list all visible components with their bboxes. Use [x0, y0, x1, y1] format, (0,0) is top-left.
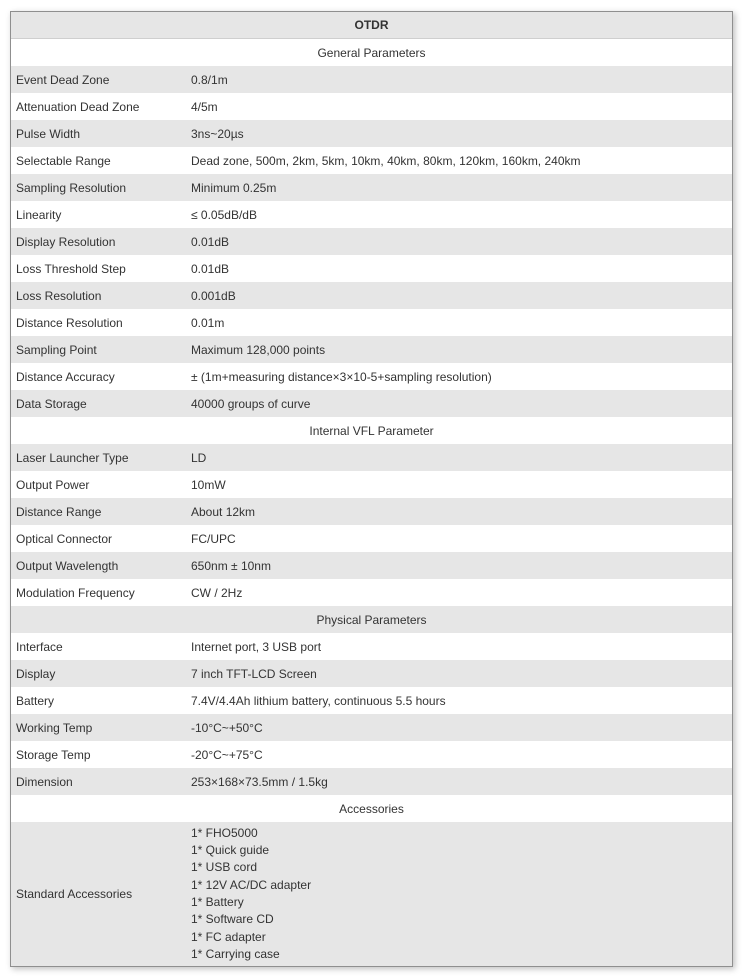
- row-value: LD: [191, 450, 207, 465]
- list-item: 1* FHO5000: [191, 825, 258, 840]
- list-item: 1* Battery: [191, 895, 244, 909]
- table-row: [11, 579, 732, 606]
- row-value: -20°C~+75°C: [191, 747, 263, 762]
- row-value: Minimum 0.25m: [191, 180, 277, 195]
- row-label: Laser Launcher Type: [16, 450, 129, 465]
- row-label: Working Temp: [16, 720, 93, 735]
- row-value: ± (1m+measuring distance×3×10-5+sampling resolution): [191, 369, 492, 384]
- row-label: Distance Resolution: [16, 315, 123, 330]
- row-value: FC/UPC: [191, 531, 236, 546]
- row-value: 253×168×73.5mm / 1.5kg: [191, 774, 328, 789]
- table-row: [11, 309, 732, 336]
- row-label: Distance Accuracy: [16, 369, 115, 384]
- section-heading-physical: Physical Parameters: [11, 606, 732, 633]
- table-row: [11, 201, 732, 228]
- row-value: 0.01dB: [191, 234, 230, 249]
- row-label: Interface: [16, 639, 63, 654]
- list-item: 1* FC adapter: [191, 929, 266, 944]
- row-label: Loss Threshold Step: [16, 261, 126, 276]
- accessories-list: [191, 825, 732, 963]
- row-label: Distance Range: [16, 504, 102, 519]
- row-label: Linearity: [16, 207, 62, 222]
- row-value: -10°C~+50°C: [191, 720, 263, 735]
- table-row: [11, 147, 732, 174]
- list-item: 1* USB cord: [191, 860, 258, 875]
- spec-table: [10, 11, 733, 967]
- row-value: 7.4V/4.4Ah lithium battery, continuous 5.5 hours: [191, 693, 446, 708]
- row-value: About 12km: [191, 504, 256, 519]
- table-row: [11, 444, 732, 471]
- row-label: Data Storage: [16, 396, 87, 411]
- row-value: 0.01m: [191, 315, 225, 330]
- table-row: [11, 120, 732, 147]
- row-label: Modulation Frequency: [16, 585, 135, 600]
- table-title: OTDR: [11, 12, 732, 39]
- section-heading-vfl: Internal VFL Parameter: [11, 417, 732, 444]
- table-row: [11, 363, 732, 390]
- table-row: [11, 336, 732, 363]
- table-row: [11, 633, 732, 660]
- section-heading-accessories: Accessories: [11, 795, 732, 822]
- table-row: [11, 282, 732, 309]
- row-label: Storage Temp: [16, 747, 91, 762]
- row-value: 0.001dB: [191, 288, 236, 303]
- table-row: [11, 498, 732, 525]
- table-row: [11, 660, 732, 687]
- table-row: [11, 390, 732, 417]
- table-row: [11, 525, 732, 552]
- row-label: Sampling Point: [16, 342, 97, 357]
- row-label: Sampling Resolution: [16, 180, 127, 195]
- table-row: [11, 471, 732, 498]
- row-value: 40000 groups of curve: [191, 396, 311, 411]
- table-row: [11, 687, 732, 714]
- row-value: 0.01dB: [191, 261, 230, 276]
- row-value: Maximum 128,000 points: [191, 342, 326, 357]
- table-row: [11, 228, 732, 255]
- row-value: 4/5m: [191, 99, 218, 114]
- row-value: CW / 2Hz: [191, 585, 243, 600]
- table-row: [11, 255, 732, 282]
- row-value: 0.8/1m: [191, 72, 228, 87]
- row-label: Output Wavelength: [16, 558, 119, 573]
- row-label: Pulse Width: [16, 126, 81, 141]
- row-label: Display: [16, 666, 56, 681]
- row-value: 7 inch TFT-LCD Screen: [191, 666, 317, 681]
- row-value: Internet port, 3 USB port: [191, 639, 322, 654]
- list-item: 1* Software CD: [191, 912, 274, 927]
- row-value: 10mW: [191, 477, 226, 492]
- row-label: Dimension: [16, 774, 73, 789]
- table-row: [11, 174, 732, 201]
- row-label: Battery: [16, 693, 55, 708]
- table-row: [11, 93, 732, 120]
- row-label: Optical Connector: [16, 531, 113, 546]
- list-item: 1* Quick guide: [191, 843, 270, 858]
- section-heading-general: General Parameters: [11, 39, 732, 66]
- row-value: Dead zone, 500m, 2km, 5km, 10km, 40km, 80km, 120km, 160km, 240km: [191, 153, 581, 168]
- table-row: [11, 741, 732, 768]
- row-label: Attenuation Dead Zone: [16, 99, 140, 114]
- table-row: [11, 552, 732, 579]
- list-item: 1* 12V AC/DC adapter: [191, 877, 312, 892]
- table-row-accessories: [11, 822, 732, 966]
- row-value: 650nm ± 10nm: [191, 558, 271, 573]
- row-value: ≤ 0.05dB/dB: [191, 207, 257, 222]
- row-label: Loss Resolution: [16, 288, 102, 303]
- row-label: Selectable Range: [16, 153, 111, 168]
- row-value: 3ns~20µs: [191, 126, 244, 141]
- table-row: [11, 768, 732, 795]
- table-row: [11, 714, 732, 741]
- list-item: 1* Carrying case: [191, 946, 280, 961]
- row-label: Display Resolution: [16, 234, 116, 249]
- row-label: Output Power: [16, 477, 90, 492]
- row-label: Standard Accessories: [16, 887, 133, 901]
- row-label: Event Dead Zone: [16, 72, 110, 87]
- table-row: [11, 66, 732, 93]
